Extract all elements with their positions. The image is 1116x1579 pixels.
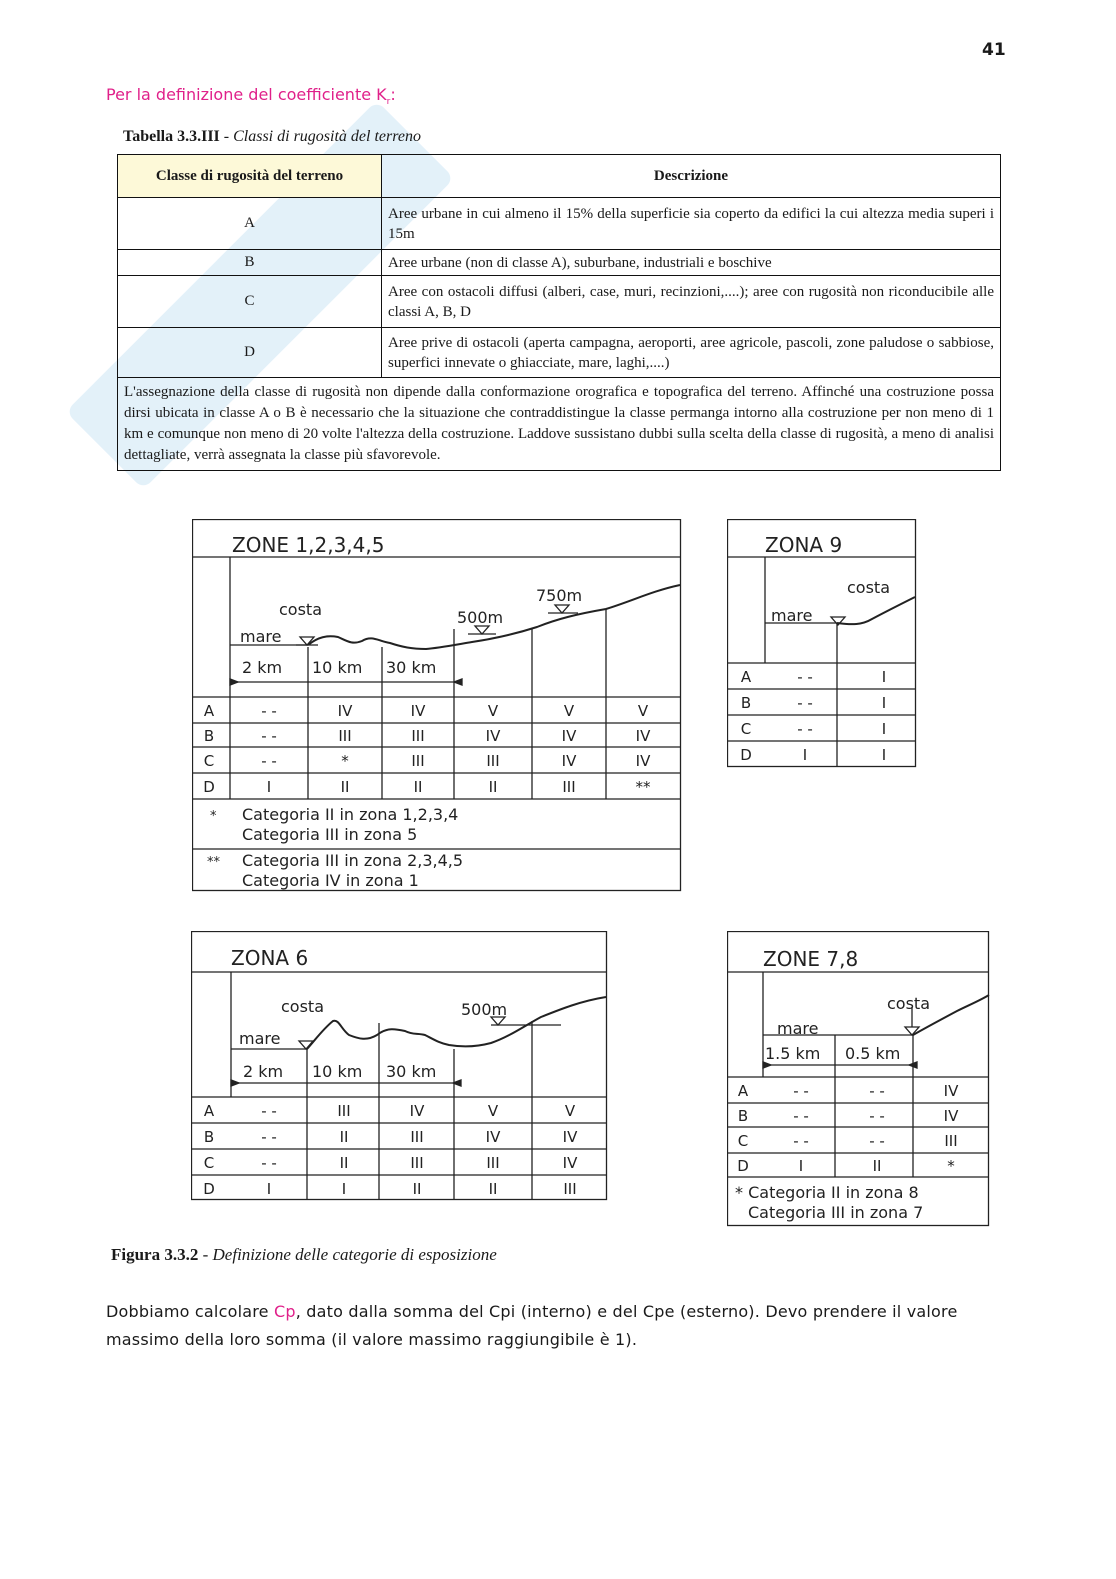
cell: II	[339, 1128, 349, 1146]
zone-12345-diagram	[192, 519, 682, 892]
row-label: B	[740, 694, 752, 712]
cell: IV	[561, 727, 577, 745]
cell: I	[881, 746, 887, 764]
row-label: B	[203, 1128, 215, 1146]
distance-label: 2 km	[243, 1062, 284, 1081]
cell: II	[413, 778, 423, 796]
cell: - -	[261, 727, 277, 745]
altitude-750m: 750m	[536, 586, 583, 605]
cell: V	[487, 702, 499, 720]
cell: I	[266, 1180, 272, 1198]
cell: III	[562, 778, 576, 796]
note-line: Categoria II in zona 1,2,3,4	[242, 805, 459, 824]
cell: IV	[635, 752, 651, 770]
row-label: A	[740, 668, 752, 686]
cell: III	[337, 1102, 351, 1120]
cell: IV	[635, 727, 651, 745]
cell: V	[637, 702, 649, 720]
altitude-500m: 500m	[457, 608, 504, 627]
altitude-500m: 500m	[461, 1000, 508, 1019]
distance-label: 10 km	[312, 658, 363, 677]
distance-label: 1.5 km	[765, 1044, 821, 1063]
coast-label: costa	[887, 994, 930, 1013]
sea-label: mare	[771, 606, 813, 625]
cell: IV	[485, 1128, 501, 1146]
roughness-table	[117, 154, 1001, 471]
class-cell: C	[118, 276, 382, 328]
row-label: C	[203, 752, 215, 770]
description-cell: Aree prive di ostacoli (aperta campagna, aeroporti, aree agricole, pascoli, zone paludose o sabbiose, superfici innevate o ghiacciate, mare, laghi,....)	[382, 328, 1001, 378]
cell: - -	[261, 1102, 277, 1120]
class-cell: D	[118, 328, 382, 378]
cell: IV	[943, 1107, 959, 1125]
cell: - -	[261, 702, 277, 720]
cell: IV	[943, 1082, 959, 1100]
cell: II	[412, 1180, 422, 1198]
row-label: C	[737, 1132, 749, 1150]
cell: III	[411, 727, 425, 745]
cell: - -	[793, 1132, 809, 1150]
zone-78-diagram	[727, 931, 990, 1227]
cell: V	[564, 1102, 576, 1120]
cell: III	[486, 1154, 500, 1172]
zona-9-diagram	[727, 519, 917, 768]
cell: II	[872, 1157, 882, 1175]
cell: IV	[410, 702, 426, 720]
distance-label: 2 km	[242, 658, 283, 677]
cell: I	[341, 1180, 347, 1198]
description-cell: Aree con ostacoli diffusi (alberi, case, muri, recinzioni,....); aree con rugosità non riconducibile alle classi A, B, D	[382, 276, 1001, 328]
zone-title: ZONE 7,8	[763, 947, 859, 971]
cell: I	[881, 694, 887, 712]
row-label: D	[740, 746, 752, 764]
header-class: Classe di rugosità del terreno	[118, 155, 382, 198]
distance-label: 30 km	[386, 1062, 437, 1081]
coast-label: costa	[847, 578, 890, 597]
cell: - -	[869, 1132, 885, 1150]
note-mark: **	[207, 855, 220, 870]
zone-title: ZONA 9	[765, 533, 843, 557]
cell: IV	[561, 752, 577, 770]
cell: III	[944, 1132, 958, 1150]
sea-label: mare	[777, 1019, 819, 1038]
sea-label: mare	[240, 627, 282, 646]
cell: - -	[797, 694, 813, 712]
row-label: B	[203, 727, 215, 745]
description-cell: Aree urbane (non di classe A), suburbane, industriali e boschive	[382, 250, 1001, 276]
cell: IV	[562, 1154, 578, 1172]
class-cell: B	[118, 250, 382, 276]
cell: I	[881, 668, 887, 686]
row-label: A	[203, 1102, 215, 1120]
description-cell: Aree urbane in cui almeno il 15% della superficie sia coperto da edifici la cui altezza media superi i 15m	[382, 198, 1001, 250]
cell: IV	[485, 727, 501, 745]
cell: III	[563, 1180, 577, 1198]
cell: IV	[337, 702, 353, 720]
sea-label: mare	[239, 1029, 281, 1048]
cell: III	[486, 752, 500, 770]
cell: - -	[793, 1082, 809, 1100]
row-label: C	[740, 720, 752, 738]
cell: I	[802, 746, 808, 764]
cell: *	[341, 752, 349, 770]
cell: - -	[261, 1128, 277, 1146]
cell: III	[411, 752, 425, 770]
page-number: 41	[982, 40, 1006, 60]
note-line: * Categoria II in zona 8	[735, 1183, 919, 1202]
row-label: D	[203, 1180, 215, 1198]
cell: V	[563, 702, 575, 720]
cell: I	[798, 1157, 804, 1175]
cell: - -	[797, 720, 813, 738]
note-line: Categoria III in zona 7	[748, 1203, 924, 1222]
row-label: C	[203, 1154, 215, 1172]
row-label: B	[737, 1107, 749, 1125]
note-line: Categoria IV in zona 1	[242, 871, 419, 890]
cell: II	[339, 1154, 349, 1172]
cell: III	[410, 1154, 424, 1172]
cell: II	[340, 778, 350, 796]
header-description: Descrizione	[382, 155, 1001, 198]
row-label: D	[737, 1157, 749, 1175]
row-label: A	[203, 702, 215, 720]
cell: - -	[869, 1082, 885, 1100]
distance-label: 10 km	[312, 1062, 363, 1081]
cell: - -	[869, 1107, 885, 1125]
table-caption: Tabella 3.3.III - Classi di rugosità del terreno	[123, 128, 421, 145]
cell: IV	[409, 1102, 425, 1120]
zone-title: ZONA 6	[231, 946, 309, 970]
zona-6-diagram	[191, 931, 608, 1201]
cell: IV	[562, 1128, 578, 1146]
coast-label: costa	[281, 997, 324, 1016]
cell: II	[488, 1180, 498, 1198]
cell: **	[635, 778, 651, 796]
body-paragraph: Dobbiamo calcolare Cp, dato dalla somma del Cpi (interno) e del Cpe (esterno). Devo prendere il valore massimo della loro somma (il valore massimo raggiungibile è 1).	[106, 1302, 958, 1349]
cell: II	[488, 778, 498, 796]
note-line: Categoria III in zona 2,3,4,5	[242, 851, 464, 870]
cell: I	[881, 720, 887, 738]
intro-heading: Per la definizione del coefficiente $K_r$:	[106, 85, 396, 108]
coast-label: costa	[279, 600, 322, 619]
cell: III	[410, 1128, 424, 1146]
note-line: Categoria III in zona 5	[242, 825, 418, 844]
distance-label: 0.5 km	[845, 1044, 901, 1063]
zone-title: ZONE 1,2,3,4,5	[232, 533, 385, 557]
cell: - -	[261, 752, 277, 770]
table-note: L'assegnazione della classe di rugosità non dipende dalla conformazione orografica e topografica del terreno. Affinché una costruzione possa dirsi ubicata in classe A o B è necessario che la situazione che contraddistingue la classe permanga intorno alla costruzione per non meno di 1 km e comunque non meno di 20 volte l'altezza della costruzione. Laddove sussistano dubbi sulla scelta della classe di rugosità, a meno di analisi dettagliate, verrà assegnata la classe più sfavorevole.	[118, 378, 1001, 471]
cell: - -	[793, 1107, 809, 1125]
distance-label: 30 km	[386, 658, 437, 677]
cell: V	[487, 1102, 499, 1120]
class-cell: A	[118, 198, 382, 250]
row-label: A	[737, 1082, 749, 1100]
row-label: D	[203, 778, 215, 796]
cell: *	[947, 1157, 955, 1175]
cell: III	[338, 727, 352, 745]
figure-caption: Figura 3.3.2 - Definizione delle categorie di esposizione	[111, 1245, 497, 1264]
cell: I	[266, 778, 272, 796]
note-mark: *	[210, 809, 217, 824]
cell: - -	[261, 1154, 277, 1172]
cell: - -	[797, 668, 813, 686]
